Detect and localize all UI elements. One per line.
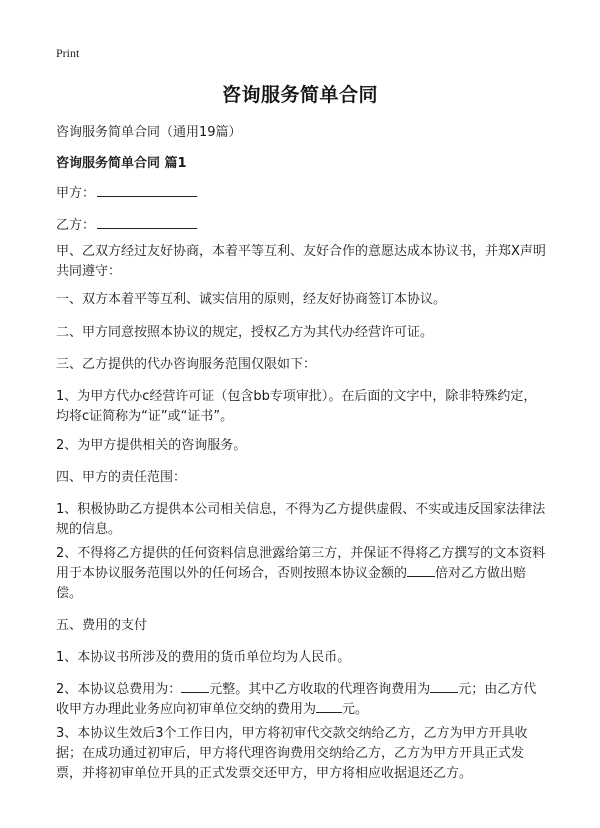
total-fee-blank[interactable] bbox=[181, 680, 209, 693]
party-b-field bbox=[56, 214, 197, 233]
clause-5-2-text-d: 元。 bbox=[342, 702, 369, 717]
party-a-blank[interactable] bbox=[97, 184, 197, 197]
party-a-label: 甲方： bbox=[56, 186, 96, 201]
party-b-label: 乙方： bbox=[56, 218, 96, 233]
section-heading: 咨询服务简单合同 篇1 bbox=[56, 156, 187, 171]
party-a-field bbox=[56, 182, 197, 201]
clause-4-2-text-b: 倍对乙方做出赔偿。 bbox=[56, 566, 527, 601]
paragraph-clause-5-2 bbox=[56, 680, 546, 720]
paragraph-clause-2: 二、甲方同意按照本协议的规定，授权乙方为其代办经营许可证。 bbox=[56, 325, 434, 340]
clause-4-2-text-a: 2、不得将乙方提供的任何资料信息泄露给第三方，并保证不得将乙方撰写的文本资料用于本协议服务范围以外的任何场合，否则按照本协议金额的 bbox=[56, 546, 546, 581]
party-b-blank[interactable] bbox=[97, 216, 197, 229]
paragraph-clause-3: 三、乙方提供的代办咨询服务范围仅限如下： bbox=[56, 357, 317, 372]
paragraph-clause-1: 一、双方本着平等互利、诚实信用的原则，经友好协商签订本协议。 bbox=[56, 292, 447, 307]
document-subtitle: 咨询服务简单合同（通用19篇） bbox=[56, 125, 242, 140]
paragraph-clause-5-1: 1、本协议书所涉及的费用的货币单位均为人民币。 bbox=[56, 650, 351, 665]
document-title: 咨询服务简单合同 bbox=[221, 84, 378, 106]
paragraph-clause-4-2 bbox=[56, 544, 546, 604]
clause-5-2-text-b: 元整。其中乙方收取的代理咨询费用为 bbox=[209, 682, 431, 697]
paragraph-intro: 甲、乙双方经过友好协商，本着平等互利、友好合作的意愿达成本协议书，并郑X声明共同遵守： bbox=[56, 244, 546, 279]
review-fee-blank[interactable] bbox=[316, 700, 342, 713]
paragraph-clause-4-1: 1、积极协助乙方提供本公司相关信息，不得为乙方提供虚假、不实或违反国家法律法规的信息。 bbox=[56, 502, 546, 537]
compensation-multiplier-blank[interactable] bbox=[407, 564, 435, 577]
paragraph-clause-5-3: 3、本协议生效后3个工作日内，甲方将初审代交款交纳给乙方，乙方为甲方开具收据；在成功通过初审后，甲方将代理咨询费用交纳给乙方，乙方为甲方开具正式发票，并将初审单位开具的正式发票交还甲方，甲方将相应收据退还乙方。 bbox=[56, 726, 528, 781]
paragraph-clause-3-1: 1、为甲方代办c经营许可证（包含bb专项审批）。在后面的文字中，除非特殊约定，均将c证简称为“证”或“证书”。 bbox=[56, 389, 537, 424]
clause-5-2-text-c: 元；由乙方代收甲方办理此业务应向初审单位交纳的费用为 bbox=[56, 682, 537, 717]
paragraph-clause-5: 五、费用的支付 bbox=[56, 618, 148, 633]
agency-fee-blank[interactable] bbox=[430, 680, 458, 693]
paragraph-clause-4: 四、甲方的责任范围： bbox=[56, 470, 187, 485]
clause-5-2-text-a: 2、本协议总费用为： bbox=[56, 682, 182, 697]
paragraph-clause-3-2: 2、为甲方提供相关的咨询服务。 bbox=[56, 438, 247, 453]
print-label[interactable]: Print bbox=[56, 46, 80, 60]
